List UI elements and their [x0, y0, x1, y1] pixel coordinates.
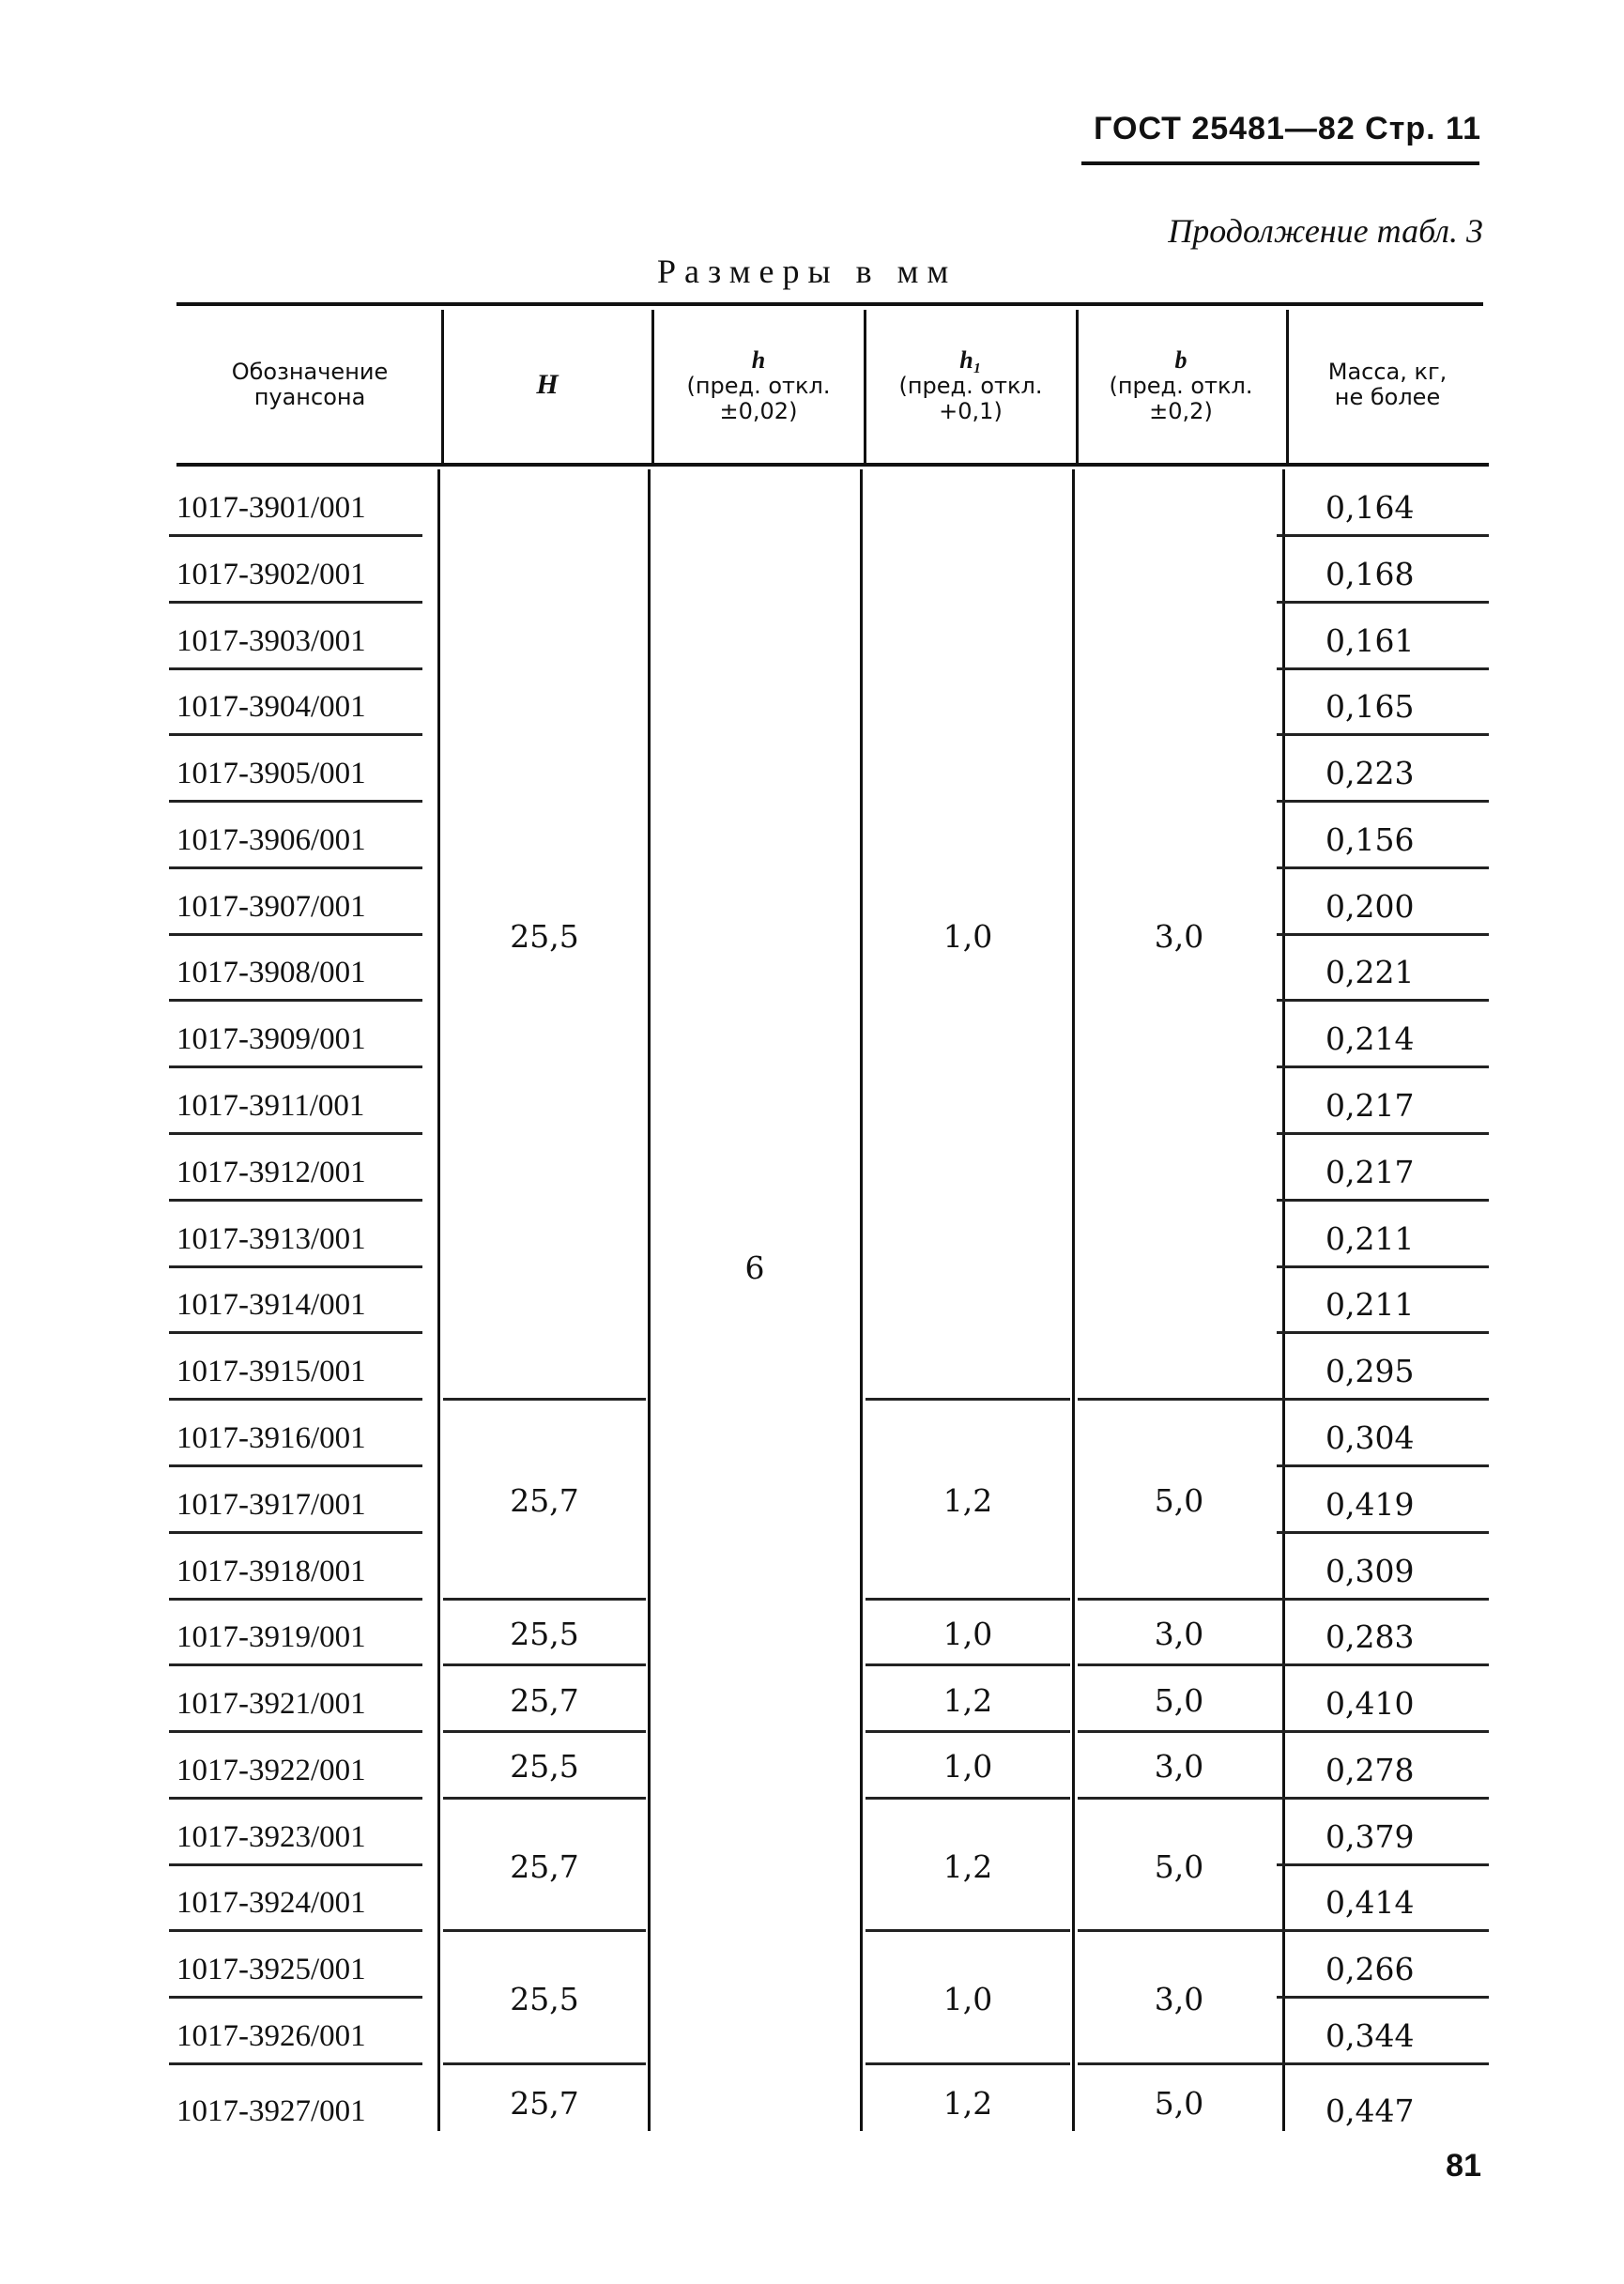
- group-cell-H: 25,7: [510, 1847, 579, 1885]
- header-divider: [651, 310, 654, 464]
- group-separator: [1078, 2062, 1280, 2065]
- row-underline: [1277, 1996, 1489, 1999]
- group-cell-h1: 1,0: [942, 1981, 993, 2018]
- designation-text: 1017-3922/001: [176, 1753, 366, 1787]
- designation-text: 1017-3906/001: [176, 822, 366, 857]
- header-h1-line2: +0,1): [939, 397, 1003, 424]
- designation-text: 1017-3903/001: [176, 623, 366, 658]
- row-underline: [1277, 999, 1489, 1002]
- mass-cell: [1277, 1136, 1489, 1202]
- row-underline: [169, 1065, 422, 1068]
- designation-text: 1017-3909/001: [176, 1022, 366, 1057]
- page-number: 81: [1446, 2148, 1481, 2184]
- header-mass: [1286, 310, 1489, 460]
- group-separator: [1078, 1663, 1280, 1666]
- group-cell-h1: 1,0: [942, 1615, 993, 1652]
- table-header-rule: [176, 463, 1489, 467]
- mass-text: 0,214: [1325, 1020, 1415, 1058]
- header-designation: [176, 310, 443, 460]
- header-divider: [1286, 310, 1289, 464]
- group-cell-h1: 1,2: [942, 1847, 993, 1885]
- row-underline: [1277, 1331, 1489, 1334]
- row-underline: [169, 1531, 422, 1534]
- row-underline: [169, 1464, 422, 1467]
- designation-text: 1017-3917/001: [176, 1487, 366, 1522]
- header-designation-line1: Обозначение: [231, 359, 389, 386]
- group-separator: [1078, 1929, 1280, 1932]
- row-underline: [1277, 1398, 1489, 1401]
- designation-cell: [0, 1402, 441, 1467]
- group-separator: [443, 1663, 646, 1666]
- designation-text: 1017-3914/001: [176, 1288, 366, 1323]
- group-cell-h1: 1,2: [942, 1681, 993, 1719]
- group-cell-b: 3,0: [1154, 917, 1204, 955]
- header-divider: [1076, 310, 1079, 464]
- group-cell-b: 3,0: [1154, 1981, 1204, 2018]
- group-separator: [443, 1929, 646, 1932]
- row-underline: [169, 1598, 422, 1601]
- row-underline: [1277, 1797, 1489, 1800]
- designation-text: 1017-3919/001: [176, 1620, 366, 1655]
- row-underline: [1277, 1730, 1489, 1733]
- group-separator: [443, 2062, 646, 2065]
- designation-cell: [0, 605, 441, 670]
- mass-cell: [1277, 1003, 1489, 1068]
- row-underline: [1277, 1199, 1489, 1202]
- mass-cell: [1277, 1667, 1489, 1733]
- group-cell-b: 5,0: [1154, 1482, 1204, 1520]
- designation-text: 1017-3911/001: [176, 1089, 365, 1124]
- row-underline: [169, 534, 422, 537]
- row-underline: [1277, 1265, 1489, 1268]
- header-mass-line2: не более: [1334, 384, 1441, 410]
- header-h-line2: ±0,02): [719, 397, 798, 424]
- group-separator: [866, 1797, 1070, 1800]
- mass-text: 0,223: [1325, 755, 1415, 792]
- designation-cell: [0, 1535, 441, 1601]
- row-underline: [169, 1996, 422, 1999]
- group-cell-b: 3,0: [1154, 1748, 1204, 1786]
- designation-cell: [0, 1268, 441, 1334]
- row-underline: [169, 2062, 422, 2065]
- header-designation-line2: пуансона: [253, 384, 366, 410]
- row-underline: [169, 866, 422, 869]
- header-h1-line1: (пред. откл.: [898, 372, 1043, 399]
- group-cell-b: 3,0: [1154, 1615, 1204, 1652]
- mass-cell: [1277, 737, 1489, 803]
- mass-cell: [1277, 1069, 1489, 1135]
- row-underline: [169, 1331, 422, 1334]
- row-underline: [169, 1132, 422, 1135]
- group-cell-H: 25,5: [510, 917, 579, 955]
- row-underline: [169, 733, 422, 736]
- table-continuation-caption: Продолжение табл. 3: [1168, 212, 1483, 250]
- header-h: [651, 310, 866, 460]
- mass-text: 0,217: [1325, 1153, 1415, 1190]
- group-separator: [866, 1598, 1070, 1601]
- designation-cell: [0, 1203, 441, 1268]
- mass-cell: [1277, 538, 1489, 604]
- designation-text: 1017-3907/001: [176, 889, 366, 924]
- row-underline: [169, 1929, 422, 1932]
- mass-text: 0,156: [1325, 820, 1415, 858]
- running-header: ГОСТ 25481—82 Стр. 11: [1094, 111, 1481, 146]
- mass-cell: [1277, 1734, 1489, 1800]
- designation-text: 1017-3923/001: [176, 1819, 366, 1854]
- row-underline: [169, 601, 422, 604]
- group-separator: [866, 1398, 1070, 1401]
- mass-text: 0,211: [1325, 1219, 1415, 1257]
- mass-cell: [1277, 471, 1489, 537]
- header-rule: [1081, 161, 1479, 165]
- row-underline: [1277, 2062, 1489, 2065]
- group-separator: [1078, 1398, 1280, 1401]
- row-underline: [169, 667, 422, 670]
- designation-cell: [0, 1335, 441, 1401]
- row-underline: [1277, 800, 1489, 803]
- row-underline: [169, 1730, 422, 1733]
- row-underline: [169, 933, 422, 936]
- designation-cell: [0, 2000, 441, 2065]
- group-separator: [866, 1730, 1070, 1733]
- row-underline: [1277, 1464, 1489, 1467]
- mass-text: 0,266: [1325, 1951, 1415, 1988]
- row-underline: [169, 1863, 422, 1866]
- designation-cell: [0, 1933, 441, 1999]
- group-cell-H: 25,5: [510, 1748, 579, 1786]
- header-h-line1: (пред. откл.: [686, 372, 831, 399]
- mass-text: 0,164: [1325, 489, 1415, 526]
- mass-cell: [1277, 605, 1489, 670]
- designation-cell: [0, 1069, 441, 1135]
- designation-cell: [0, 804, 441, 869]
- group-cell-b: 5,0: [1154, 2084, 1204, 2122]
- designation-text: 1017-3925/001: [176, 1953, 366, 1987]
- mass-text: 0,447: [1325, 2092, 1415, 2129]
- column-divider: [1072, 469, 1075, 2131]
- group-separator: [866, 1663, 1070, 1666]
- mass-text: 0,200: [1325, 887, 1415, 925]
- mass-cell: [1277, 1468, 1489, 1534]
- mass-text: 0,410: [1325, 1685, 1415, 1723]
- designation-text: 1017-3904/001: [176, 690, 366, 725]
- row-underline: [1277, 1929, 1489, 1932]
- row-underline: [169, 999, 422, 1002]
- row-underline: [169, 1199, 422, 1202]
- mass-cell: [1277, 936, 1489, 1002]
- designation-cell: [0, 538, 441, 604]
- mass-cell: [1277, 1268, 1489, 1334]
- header-H: [443, 310, 651, 460]
- header-b-line1: (пред. откл.: [1109, 372, 1253, 399]
- group-cell-h1: 1,0: [942, 1748, 993, 1786]
- group-separator: [443, 1598, 646, 1601]
- designation-cell: [0, 1136, 441, 1202]
- designation-cell: [0, 2075, 441, 2140]
- row-underline: [1277, 1531, 1489, 1534]
- designation-cell: [0, 1468, 441, 1534]
- column-divider: [648, 469, 651, 2131]
- mass-text: 0,283: [1325, 1618, 1415, 1656]
- mass-cell: [1277, 2075, 1489, 2140]
- h-value-cell: 6: [744, 1249, 765, 1287]
- group-separator: [1078, 1598, 1280, 1601]
- row-underline: [1277, 1598, 1489, 1601]
- mass-cell: [1277, 670, 1489, 736]
- mass-cell: [1277, 1801, 1489, 1866]
- mass-text: 0,344: [1325, 2017, 1415, 2054]
- row-underline: [169, 1398, 422, 1401]
- group-separator: [443, 1398, 646, 1401]
- row-underline: [1277, 667, 1489, 670]
- mass-cell: [1277, 1866, 1489, 1932]
- mass-text: 0,419: [1325, 1485, 1415, 1523]
- group-separator: [866, 2062, 1070, 2065]
- row-underline: [169, 1663, 422, 1666]
- designation-text: 1017-3908/001: [176, 956, 366, 990]
- header-h1-symbol: h₁: [959, 345, 982, 374]
- designation-text: 1017-3918/001: [176, 1554, 366, 1588]
- mass-cell: [1277, 870, 1489, 936]
- mass-text: 0,379: [1325, 1817, 1415, 1855]
- header-H-symbol: H: [536, 369, 559, 401]
- designation-cell: [0, 471, 441, 537]
- group-cell-H: 25,7: [510, 1482, 579, 1520]
- header-divider: [864, 310, 866, 464]
- row-underline: [1277, 933, 1489, 936]
- designation-cell: [0, 1003, 441, 1068]
- group-cell-h1: 1,0: [942, 917, 993, 955]
- group-cell-h1: 1,2: [942, 1482, 993, 1520]
- designation-text: 1017-3913/001: [176, 1221, 366, 1256]
- designation-cell: [0, 1734, 441, 1800]
- header-h-symbol: h: [751, 345, 766, 374]
- row-underline: [1277, 534, 1489, 537]
- group-cell-H: 25,7: [510, 2084, 579, 2122]
- group-cell-h1: 1,2: [942, 2084, 993, 2122]
- header-mass-line1: Масса, кг,: [1327, 359, 1448, 386]
- designation-cell: [0, 1866, 441, 1932]
- designation-cell: [0, 737, 441, 803]
- designation-cell: [0, 870, 441, 936]
- group-cell-H: 25,5: [510, 1615, 579, 1652]
- table-top-rule: [176, 302, 1483, 306]
- row-underline: [1277, 601, 1489, 604]
- designation-text: 1017-3915/001: [176, 1355, 366, 1389]
- designation-text: 1017-3912/001: [176, 1155, 366, 1189]
- mass-cell: [1277, 1535, 1489, 1601]
- designation-text: 1017-3905/001: [176, 757, 366, 791]
- designation-cell: [0, 936, 441, 1002]
- designation-text: 1017-3901/001: [176, 491, 366, 525]
- header-b-symbol: b: [1174, 345, 1187, 374]
- mass-cell: [1277, 1601, 1489, 1666]
- mass-cell: [1277, 1402, 1489, 1467]
- designation-text: 1017-3916/001: [176, 1420, 366, 1455]
- designation-text: 1017-3924/001: [176, 1886, 366, 1921]
- mass-cell: [1277, 1203, 1489, 1268]
- mass-cell: [1277, 804, 1489, 869]
- row-underline: [1277, 866, 1489, 869]
- header-h1: [866, 310, 1076, 460]
- mass-cell: [1277, 1335, 1489, 1401]
- row-underline: [1277, 1132, 1489, 1135]
- row-underline: [1277, 1663, 1489, 1666]
- mass-cell: [1277, 2000, 1489, 2065]
- mass-text: 0,221: [1325, 954, 1415, 991]
- mass-text: 0,304: [1325, 1418, 1415, 1456]
- mass-text: 0,211: [1325, 1286, 1415, 1324]
- designation-cell: [0, 670, 441, 736]
- row-underline: [169, 1265, 422, 1268]
- mass-text: 0,161: [1325, 621, 1415, 659]
- group-separator: [443, 1730, 646, 1733]
- mass-text: 0,414: [1325, 1884, 1415, 1922]
- mass-cell: [1277, 1933, 1489, 1999]
- mass-text: 0,309: [1325, 1552, 1415, 1589]
- group-cell-H: 25,5: [510, 1981, 579, 2018]
- column-divider: [860, 469, 863, 2131]
- row-underline: [169, 1797, 422, 1800]
- group-separator: [866, 1929, 1070, 1932]
- group-separator: [1078, 1730, 1280, 1733]
- designation-text: 1017-3926/001: [176, 2019, 366, 2053]
- group-cell-H: 25,7: [510, 1681, 579, 1719]
- designation-cell: [0, 1601, 441, 1666]
- mass-text: 0,217: [1325, 1087, 1415, 1125]
- designation-text: 1017-3921/001: [176, 1687, 366, 1722]
- group-separator: [1078, 1797, 1280, 1800]
- designation-cell: [0, 1801, 441, 1866]
- designation-cell: [0, 1667, 441, 1733]
- mass-text: 0,295: [1325, 1353, 1415, 1390]
- group-cell-b: 5,0: [1154, 1847, 1204, 1885]
- designation-text: 1017-3902/001: [176, 557, 366, 591]
- units-caption: Размеры в мм: [657, 253, 958, 290]
- row-underline: [1277, 1065, 1489, 1068]
- mass-text: 0,165: [1325, 688, 1415, 726]
- row-underline: [169, 800, 422, 803]
- group-separator: [443, 1797, 646, 1800]
- group-cell-b: 5,0: [1154, 1681, 1204, 1719]
- mass-text: 0,168: [1325, 555, 1415, 592]
- mass-text: 0,278: [1325, 1751, 1415, 1788]
- header-b-line2: ±0,2): [1149, 397, 1213, 424]
- header-divider: [441, 310, 444, 464]
- designation-text: 1017-3927/001: [176, 2094, 366, 2128]
- header-b: [1076, 310, 1286, 460]
- row-underline: [1277, 733, 1489, 736]
- row-underline: [1277, 1863, 1489, 1866]
